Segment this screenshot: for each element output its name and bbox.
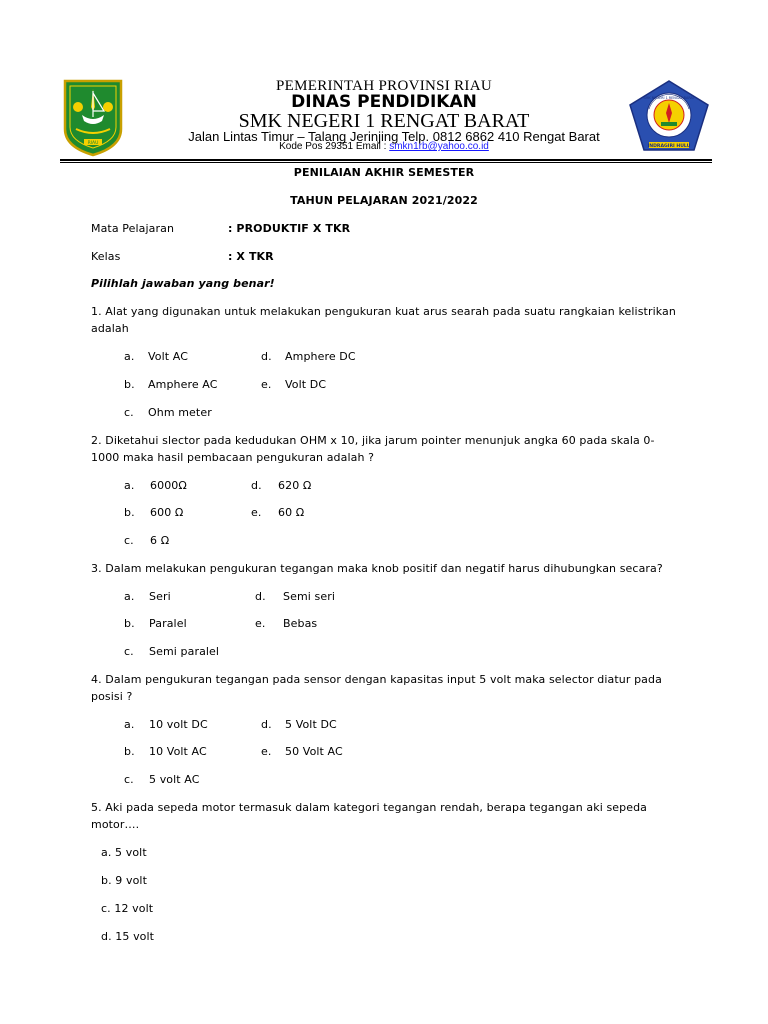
header-address: Jalan Lintas Timur – Talang Jerinjing Telp. 0812 6862 410 Rengat Barat xyxy=(188,129,600,144)
option-text: Amphere DC xyxy=(285,350,356,363)
option-label: a. xyxy=(124,718,135,731)
option-label: d. xyxy=(261,718,272,731)
option-label: b. xyxy=(124,506,135,519)
option-text: 620 Ω xyxy=(278,479,312,492)
header-department: DINAS PENDIDIKAN xyxy=(291,92,477,112)
header-school-name: SMK NEGERI 1 RENGAT BARAT xyxy=(238,110,530,132)
question-2-text-cont: 1000 maka hasil pembacaan pengukuran adalah ? xyxy=(91,451,375,464)
option-text: 5 volt AC xyxy=(149,773,200,786)
option-text: 60 Ω xyxy=(278,506,305,519)
subject-label: Mata Pelajaran xyxy=(91,222,175,235)
option-label: c. xyxy=(124,534,134,547)
header-divider xyxy=(60,159,712,161)
option-label: d. xyxy=(261,350,272,363)
svg-text:RIAU: RIAU xyxy=(87,141,99,146)
right-logo-bottom-text: INDRAGIRI HULU xyxy=(647,144,691,149)
option-label: d. xyxy=(251,479,262,492)
subject-value: : PRODUKTIF X TKR xyxy=(228,222,351,235)
class-value: : X TKR xyxy=(228,250,274,263)
option-text: Amphere AC xyxy=(148,378,218,391)
option-label: a. xyxy=(124,479,135,492)
question-2-text: 2. Diketahui slector pada kedudukan OHM x 10, jika jarum pointer menunjuk angka 60 pada skala 0- xyxy=(91,434,655,447)
option-text: Semi paralel xyxy=(149,645,220,658)
option-text: Volt DC xyxy=(285,378,327,391)
option-text: Seri xyxy=(149,590,171,603)
postal-text: Kode Pos 29351 Email : xyxy=(279,141,390,152)
option-label: c. xyxy=(124,773,134,786)
option-text: Paralel xyxy=(149,617,187,630)
option-label: b. xyxy=(124,745,135,758)
option-text: 10 Volt AC xyxy=(149,745,207,758)
email-link[interactable]: smkn1rb@yahoo.co.id xyxy=(389,141,489,152)
question-3-text: 3. Dalam melakukan pengukuran tegangan maka knob positif dan negatif harus dihubungkan secara? xyxy=(91,562,663,575)
question-1-text: 1. Alat yang digunakan untuk melakukan pengukuran kuat arus searah pada suatu rangkaian kelistrikan xyxy=(91,305,676,318)
option-text: 50 Volt AC xyxy=(285,745,343,758)
option-label: a. xyxy=(124,350,135,363)
option-text: Volt AC xyxy=(148,350,188,363)
header-divider-thin xyxy=(60,162,712,163)
option-text: c. 12 volt xyxy=(101,902,154,915)
question-5-text: 5. Aki pada sepeda motor termasuk dalam kategori tegangan rendah, berapa tegangan aki sepeda xyxy=(91,801,648,814)
option-text: d. 15 volt xyxy=(101,930,155,943)
option-label: d. xyxy=(255,590,266,603)
option-label: e. xyxy=(261,745,272,758)
option-text: 6000Ω xyxy=(150,479,187,492)
question-5-text-cont: motor…. xyxy=(91,818,140,831)
option-label: e. xyxy=(255,617,266,630)
option-label: b. xyxy=(124,617,135,630)
class-label: Kelas xyxy=(91,250,121,263)
option-text: 6 Ω xyxy=(150,534,170,547)
option-text: 5 Volt DC xyxy=(285,718,337,731)
option-text: 10 volt DC xyxy=(149,718,208,731)
option-label: a. xyxy=(124,590,135,603)
option-text: Semi seri xyxy=(283,590,335,603)
header-contact xyxy=(0,141,768,152)
option-label: b. xyxy=(124,378,135,391)
option-label: c. xyxy=(124,645,134,658)
option-text: b. 9 volt xyxy=(101,874,147,887)
option-text: Ohm meter xyxy=(148,406,212,419)
option-text: Bebas xyxy=(283,617,318,630)
option-text: a. 5 volt xyxy=(101,846,147,859)
exam-year: TAHUN PELAJARAN 2021/2022 xyxy=(290,194,478,207)
option-text: 600 Ω xyxy=(150,506,184,519)
question-1-text-cont: adalah xyxy=(91,322,129,335)
question-4-text: 4. Dalam pengukuran tegangan pada sensor dengan kapasitas input 5 volt maka selector diatur pada xyxy=(91,673,662,686)
option-label: c. xyxy=(124,406,134,419)
option-label: e. xyxy=(251,506,262,519)
header-government: PEMERINTAH PROVINSI RIAU xyxy=(275,78,492,94)
option-label: e. xyxy=(261,378,272,391)
instruction: Pilihlah jawaban yang benar! xyxy=(91,277,275,290)
question-4-text-cont: posisi ? xyxy=(91,690,133,703)
right-logo-top-text: SMK NEGERI 1 RENGAT BARAT xyxy=(643,96,695,100)
exam-title: PENILAIAN AKHIR SEMESTER xyxy=(293,166,475,179)
